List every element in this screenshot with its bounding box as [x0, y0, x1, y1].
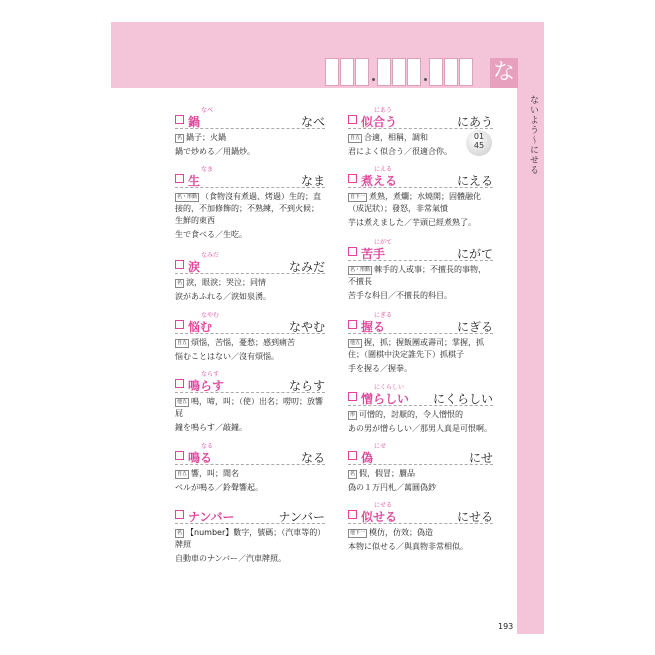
entry: [175, 508, 325, 564]
headword: 憎らしい: [361, 392, 410, 406]
reading: にえる: [456, 174, 493, 188]
definition: 合適，相稱，調和: [364, 133, 429, 142]
furigana: にぎる: [374, 312, 393, 319]
headword: 悩む: [188, 320, 213, 334]
headword: 鍋: [188, 115, 201, 129]
pos-tag: 自五: [177, 471, 188, 477]
entry: [348, 166, 493, 228]
furigana: なる: [201, 443, 214, 450]
reading: ナンバー: [278, 510, 325, 524]
example: 自動車のナンバー／汽車牌照。: [175, 554, 287, 563]
reading: なま: [300, 174, 325, 188]
reading: にあう: [456, 115, 493, 129]
checkbox[interactable]: [175, 115, 184, 124]
checkbox[interactable]: [175, 510, 184, 519]
reading: にせ: [468, 451, 493, 465]
reading: なべ: [300, 115, 325, 129]
definition: 淚，眼淚；哭泣；同情: [186, 278, 267, 287]
progress-tracker: [325, 58, 495, 88]
checkbox[interactable]: [348, 115, 357, 124]
entry: [348, 239, 493, 301]
pos-tag: 他五: [177, 399, 188, 405]
definition: 鳴，啼，叫；（使）出名；嘮叨；放響屁: [175, 397, 324, 418]
page-number: 193: [498, 622, 514, 631]
furigana: なべ: [201, 107, 214, 114]
pos-tag: 名: [177, 135, 183, 141]
reading: にぎる: [456, 320, 493, 334]
pos-tag: 形: [350, 412, 356, 418]
example: 手を握る／握拳。: [348, 364, 412, 373]
example: あの男が憎らしい／那男人真是可恨啊。: [348, 424, 492, 433]
range-label: ないよう～にせる: [528, 95, 538, 175]
definition: 響，叫；聞名: [191, 469, 240, 478]
definition: 假，假冒；贗品: [359, 469, 416, 478]
example: 君によく似合う／很適合你。: [348, 147, 452, 156]
pos-tag: 自五: [350, 135, 361, 141]
checkbox[interactable]: [175, 379, 184, 388]
headword: 握る: [361, 320, 386, 334]
checkbox[interactable]: [348, 320, 357, 329]
reading: なやむ: [288, 320, 325, 334]
pos-tag: 他下一: [350, 530, 366, 536]
definition: 模仿，仿效；偽造: [369, 528, 434, 537]
checkbox[interactable]: [175, 451, 184, 460]
checkbox[interactable]: [348, 510, 357, 519]
reading: なみだ: [288, 260, 325, 274]
entry: [348, 443, 493, 493]
example: 悩むことはない／沒有煩惱。: [175, 352, 279, 361]
pos-tag: 名: [177, 280, 183, 286]
entry: [175, 252, 325, 302]
furigana: にせる: [374, 502, 393, 509]
reading: ならす: [288, 379, 325, 393]
furigana: にがて: [374, 239, 393, 246]
example: 鐘を鳴らす／敲鐘。: [175, 423, 247, 432]
kana-tab: な: [490, 58, 518, 88]
headword: 似せる: [361, 510, 398, 524]
checkbox[interactable]: [348, 392, 357, 401]
headword: 似合う: [361, 115, 398, 129]
example: ベルが鳴る／鈴聲響起。: [175, 483, 263, 492]
entry: [175, 312, 325, 362]
pos-tag: 名・形動: [177, 194, 198, 200]
definition: 【number】數字，號碼；（汽車等的）牌照: [175, 528, 322, 549]
entry: [348, 502, 493, 552]
headword: 偽: [361, 451, 374, 465]
checkbox[interactable]: [175, 174, 184, 183]
checkbox[interactable]: [175, 320, 184, 329]
pos-tag: 他五: [350, 340, 361, 346]
pos-tag: 自五: [177, 340, 188, 346]
furigana: なやむ: [201, 312, 220, 319]
headword: 鳴らす: [188, 379, 225, 393]
headword: 涙: [188, 260, 201, 274]
furigana: にくらしい: [374, 384, 405, 391]
entry: [175, 107, 325, 157]
reading: にせる: [456, 510, 493, 524]
example: 本物に似せる／與真物非常相似。: [348, 542, 468, 551]
entry: [348, 312, 493, 374]
definition: 可憎的，討厭的，令人憎恨的: [359, 410, 464, 419]
definition: 握，抓；握飯團或壽司；掌握，抓住；（圍棋中決定誰先下）抓棋子: [348, 338, 485, 359]
reading: なる: [300, 451, 325, 465]
reading: にくらしい: [432, 392, 493, 406]
headword: 生: [188, 174, 201, 188]
furigana: にせ: [374, 443, 387, 450]
definition: 煩惱，苦惱，憂愁；感到痛苦: [191, 338, 296, 347]
furigana: なま: [201, 166, 214, 173]
checkbox[interactable]: [348, 174, 357, 183]
definition: 鍋子；火鍋: [186, 133, 227, 142]
example: 生で食べる／生吃。: [175, 230, 247, 239]
headword: 煮える: [361, 174, 398, 188]
entry: [175, 166, 325, 240]
pos-tag: 自下一: [350, 194, 366, 200]
cd-track-label: 01 45: [473, 132, 485, 150]
headword: 苦手: [361, 247, 386, 261]
checkbox[interactable]: [348, 247, 357, 256]
example: 涙があふれる／淚如泉湧。: [175, 292, 271, 301]
headword: ナンバー: [188, 510, 235, 524]
pos-tag: 名: [177, 530, 183, 536]
furigana: にえる: [374, 166, 393, 173]
furigana: なみだ: [201, 252, 220, 259]
pos-tag: 名・形動: [350, 267, 371, 273]
entry: [175, 443, 325, 493]
pos-tag: 名: [350, 471, 356, 477]
reading: にがて: [456, 247, 493, 261]
headword: 鳴る: [188, 451, 213, 465]
definition: （食物沒有煮過、烤過）生的；直接的，不加修飾的；不熟練，不到火候；生鮮的東西: [175, 192, 322, 225]
checkbox[interactable]: [175, 260, 184, 269]
example: 偽の１万円札／萬圓偽鈔: [348, 483, 436, 492]
furigana: にあう: [374, 107, 393, 114]
entry: [348, 107, 493, 157]
definition: 煮熟，煮爛；水燒開；固體融化（成泥狀）；發怒，非常氣憤: [348, 192, 482, 213]
entry: [348, 384, 493, 434]
definition: 棘手的人或事；不擅長的事物，不擅長: [348, 265, 487, 286]
example: 苦手な科目／不擅長的科目。: [348, 291, 452, 300]
example: 芋は煮えました／芋頭已經煮熟了。: [348, 218, 476, 227]
entry: [175, 371, 325, 433]
checkbox[interactable]: [348, 451, 357, 460]
furigana: ならす: [201, 371, 220, 378]
example: 鍋で炒める／用鍋炒。: [175, 147, 255, 156]
